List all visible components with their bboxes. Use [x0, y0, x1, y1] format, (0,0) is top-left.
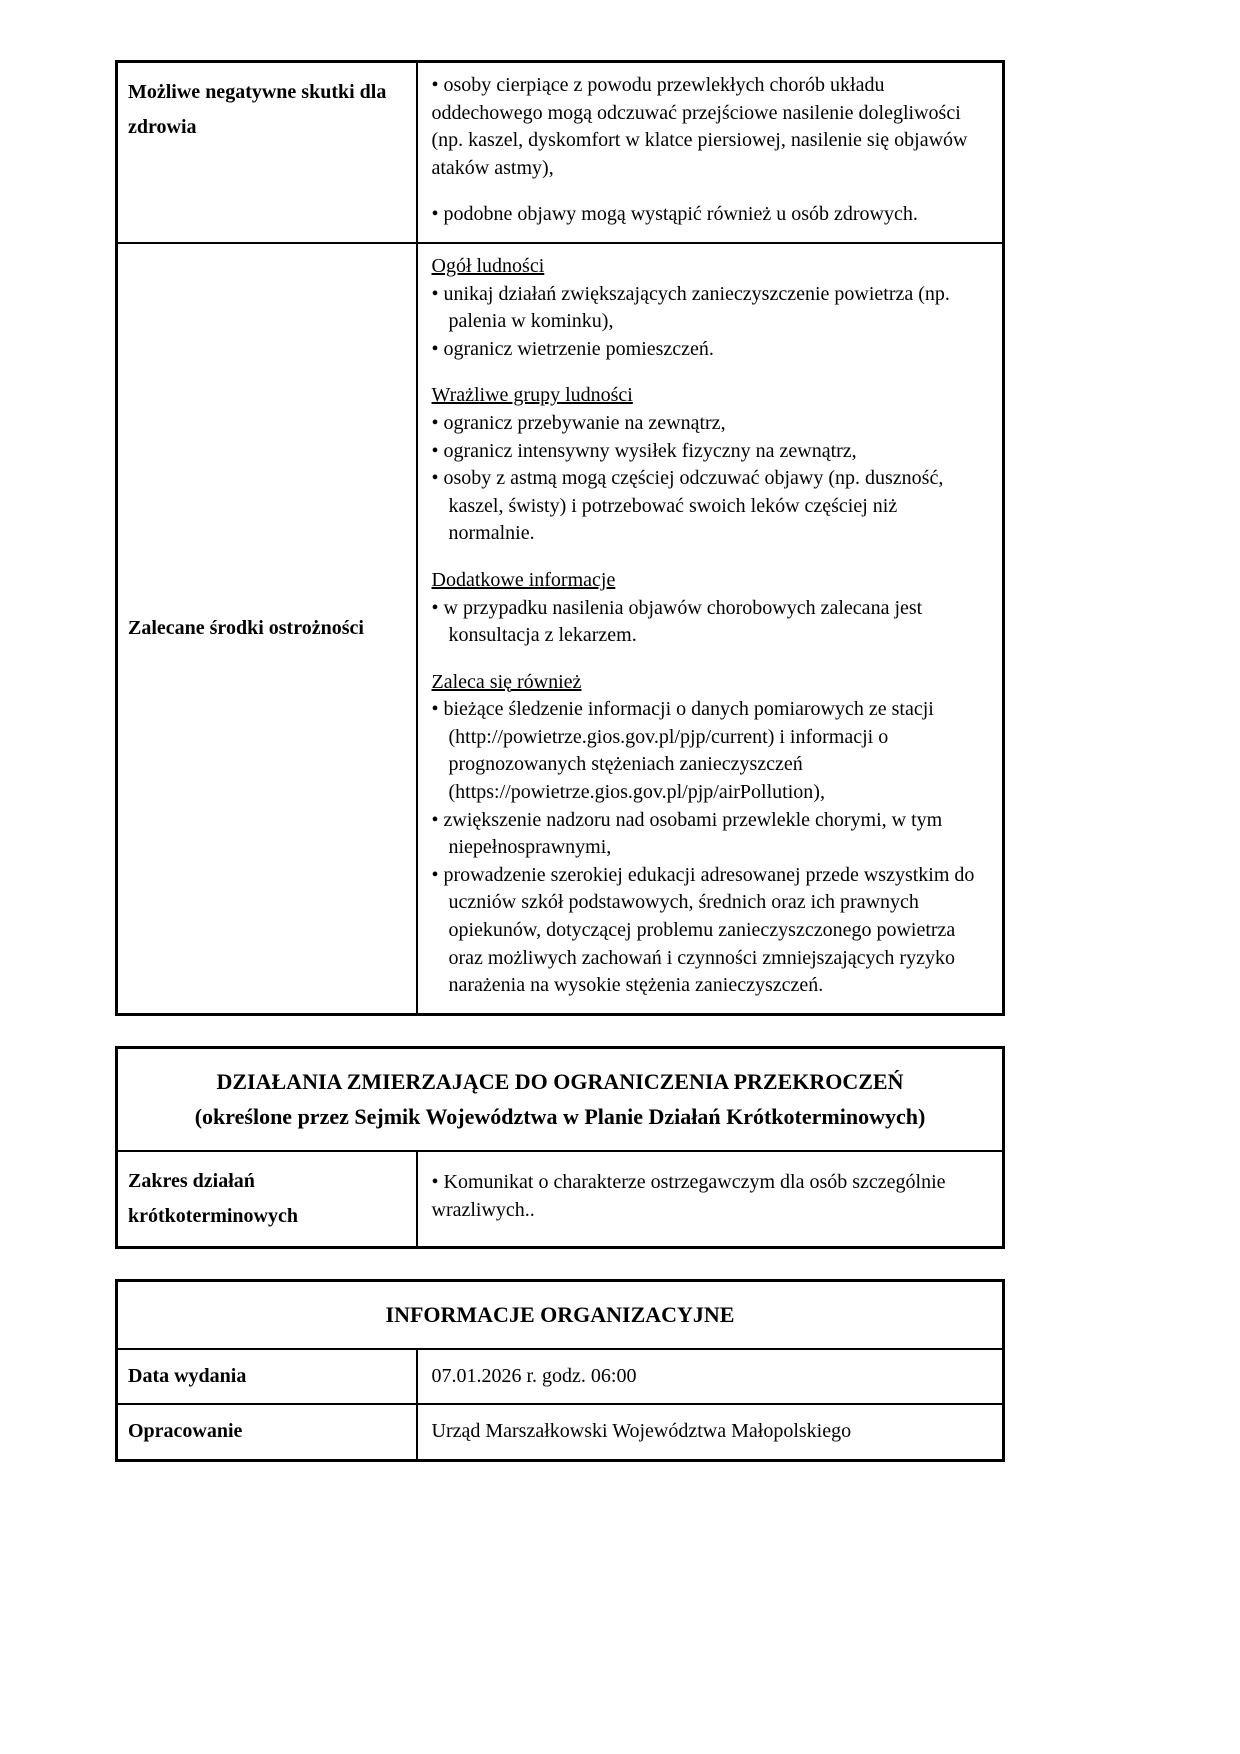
precautions-label: Zalecane środki ostrożności: [117, 243, 417, 1014]
bullet-item: • unikaj działań zwiększających zanieczyszczenie powietrza (np. palenia w kominku),: [431, 282, 950, 333]
precaution-section: [432, 382, 989, 548]
bullet-item: • ogranicz intensywny wysiłek fizyczny na zewnątrz,: [431, 439, 857, 462]
precaution-section: [432, 567, 989, 650]
table-row: [117, 243, 1004, 1014]
prepared-by-value: Urząd Marszałkowski Województwa Małopolskiego: [417, 1404, 1004, 1460]
organizational-info-table: [115, 1279, 1005, 1462]
section-heading: Dodatkowe informacje: [431, 568, 616, 591]
bullet-item: • bieżące śledzenie informacji o danych pomiarowych ze stacji (http://powietrze.gios.gov.pl/pjp/current) i informacji o prognozowanych stężeniach zanieczyszczeń (https://powietrze.gios.gov.pl/pjp/airPollution),: [431, 698, 934, 804]
bullet-item: • w przypadku nasilenia objawów chorobowych zalecana jest konsultacja z lekarzem.: [431, 596, 923, 647]
table-header-row: [117, 1281, 1004, 1349]
health-effects-list: [417, 62, 1004, 243]
bullet-item: • osoby cierpiące z powodu przewlekłych chorób układu oddechowego mogą odczuwać przejściowe nasilenie dolegliwości (np. kaszel, dyskomfort w klatce piersiowej, nasilenie się objawów ataków astmy),: [431, 74, 968, 179]
short-term-actions-list: [417, 1151, 1004, 1248]
issue-date-value: 07.01.2026 r. godz. 06:00: [417, 1349, 1004, 1405]
bullet-item: • osoby z astmą mogą częściej odczuwać objawy (np. duszność, kaszel, świsty) i potrzebować swoich leków częściej niż normalnie.: [431, 467, 944, 545]
precaution-section: [432, 253, 989, 363]
bullet-item: • zwiększenie nadzoru nad osobami przewlekle chorymi, w tym niepełnosprawnymi,: [431, 808, 943, 859]
actions-title-line1: DZIAŁANIA ZMIERZAJĄCE DO OGRANICZENIA PRZEKROCZEŃ: [216, 1068, 904, 1094]
table-row: [117, 1404, 1004, 1460]
actions-title-line2: (określone przez Sejmik Województwa w Planie Działań Krótkoterminowych): [194, 1104, 926, 1130]
table-row: [117, 1349, 1004, 1405]
health-precautions-table: [115, 60, 1005, 1016]
section-heading: Wrażliwe grupy ludności: [431, 384, 633, 407]
bullet-item: • podobne objawy mogą wystąpić również u osób zdrowych.: [431, 203, 918, 226]
table-row: [117, 62, 1004, 243]
section-heading: Zaleca się również: [431, 670, 582, 693]
actions-scope-label: Zakres działań krótkoterminowych: [117, 1151, 417, 1248]
table-row: [117, 1151, 1004, 1248]
health-effects-label: Możliwe negatywne skutki dla zdrowia: [117, 62, 417, 243]
prepared-by-label: Opracowanie: [117, 1404, 417, 1460]
actions-table-title: [117, 1047, 1004, 1151]
table-header-row: [117, 1047, 1004, 1151]
document-content: [115, 0, 1005, 1462]
section-heading: Ogół ludności: [431, 254, 545, 277]
bullet-item: • Komunikat o charakterze ostrzegawczym dla osób szczególnie wrazliwych..: [431, 1171, 946, 1222]
info-table-title: INFORMACJE ORGANIZACYJNE: [117, 1281, 1004, 1349]
bullet-item: • prowadzenie szerokiej edukacji adresowanej przede wszystkim do uczniów szkół podstawowych, średnich oraz ich prawnych opiekunów, dotyczącej problemu zanieczyszczonego powietrza oraz możliwych zachowań i czynności zmniejszających ryzyko narażenia na wysokie stężenia zanieczyszczeń.: [431, 863, 975, 997]
precautions-sections: [417, 243, 1004, 1014]
precaution-section: [432, 669, 989, 1000]
bullet-item: • ogranicz wietrzenie pomieszczeń.: [431, 337, 714, 360]
issue-date-label: Data wydania: [117, 1349, 417, 1405]
short-term-actions-table: [115, 1046, 1005, 1249]
bullet-item: • ogranicz przebywanie na zewnątrz,: [431, 411, 726, 434]
